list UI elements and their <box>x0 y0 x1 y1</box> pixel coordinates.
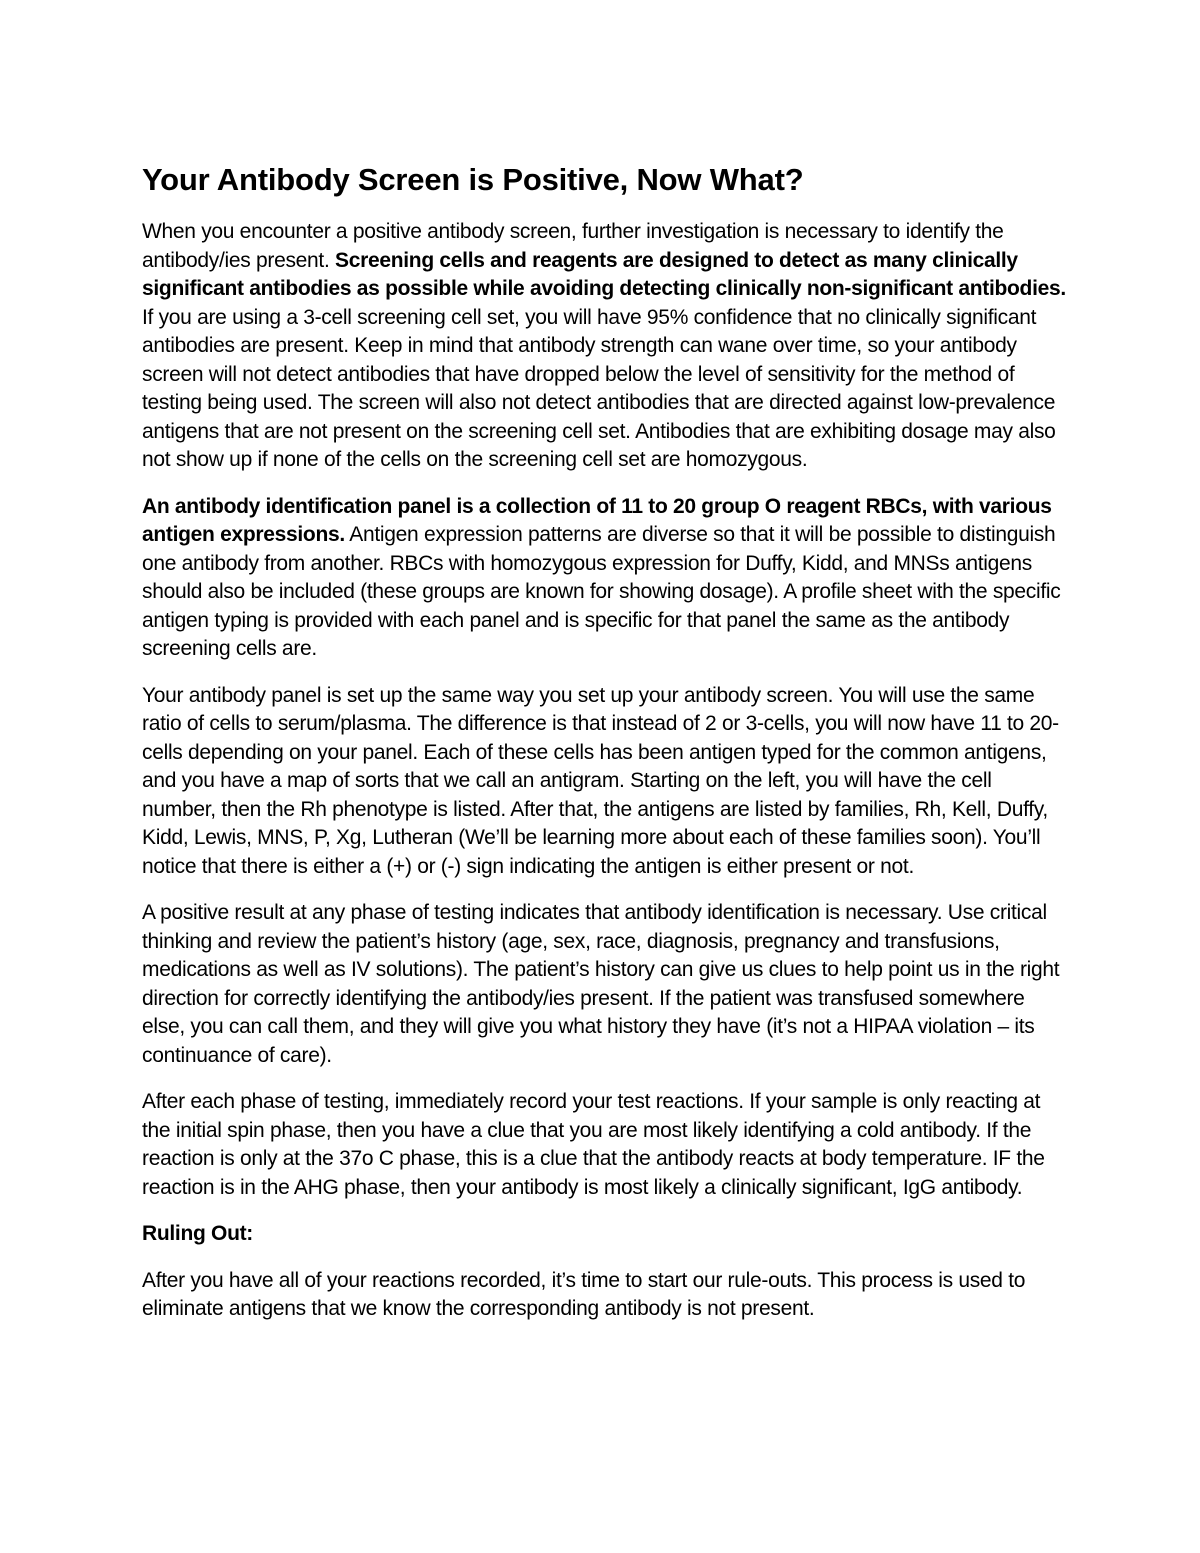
paragraph-identification-panel <box>142 493 1067 664</box>
paragraph-text: Antigen expression patterns are diverse so that it will be possible to distinguish one antibody from another. RBCs with homozygous expression for Duffy, Kidd, and MNSs antigens should also be included (these groups are known for showing dosage). A profile sheet with the specific antigen typing is provided with each panel and is specific for that panel the same as the antibody screening cells are. <box>142 523 1061 660</box>
paragraph-antibody-screen <box>142 218 1067 475</box>
paragraph-test-reactions: After each phase of testing, immediately record your test reactions. If your sample is only reacting at the initial spin phase, then you have a clue that you are most likely identifying a cold antibody. If the reaction is only at the 37o C phase, this is a clue that the antibody reacts at body temperature. IF the reaction is in the AHG phase, then your antibody is most likely a clinically significant, IgG antibody. <box>142 1090 1045 1199</box>
paragraph-text: If you are using a 3-cell screening cell set, you will have 95% confidence that no clinically significant antibodies are present. Keep in mind that antibody strength can wane over time, so your antibody screen will not detect antibodies that have dropped below the level of sensitivity for the method of testing being used. The screen will also not detect antibodies that are directed against low-prevalence antigens that are not present on the screening cell set. Antibodies that are exhibiting dosage may also not show up if none of the cells on the screening cell set are homozygous. <box>142 305 1056 471</box>
bold-text: Screening cells and reagents are designed to detect as many clinically significant antibodies as possible while avoiding detecting clinically non-significant antibodies. <box>142 248 1066 300</box>
document-page <box>142 160 1067 1342</box>
paragraph-rule-outs: After you have all of your reactions recorded, it’s time to start our rule-outs. This process is used to eliminate antigens that we know the corresponding antibody is not present. <box>142 1268 1026 1320</box>
paragraph-positive-result: A positive result at any phase of testing indicates that antibody identification is necessary. Use critical thinking and review the patient’s history (age, sex, race, diagnosis, pregnancy and transfusions, medications as well as IV solutions). The patient’s history can give us clues to help point us in the right direction for correctly identifying the antibody/ies present. If the patient was transfused somewhere else, you can call them, and they will give you what history they have (it’s not a HIPAA violation – its continuance of care). <box>142 901 1060 1067</box>
paragraph-panel-setup: Your antibody panel is set up the same way you set up your antibody screen. You will use the same ratio of cells to serum/plasma. The difference is that instead of 2 or 3-cells, you will now have 11 to 20-cells depending on your panel. Each of these cells has been antigen typed for the common antigens, and you have a map of sorts that we call an antigram. Starting on the left, you will have the cell number, then the Rh phenotype is listed. After that, the antigens are listed by families, Rh, Kell, Duffy, Kidd, Lewis, MNS, P, Xg, Lutheran (We’ll be learning more about each of these families soon). You’ll notice that there is either a (+) or (-) sign indicating the antigen is either present or not. <box>142 683 1059 878</box>
document-title: Your Antibody Screen is Positive, Now What? <box>142 162 804 197</box>
bold-text: An antibody identification panel is a collection of 11 to 20 group O reagent RBCs, with various antigen expressions. <box>142 494 1052 546</box>
paragraph-text: When you encounter a positive antibody screen, further investigation is necessary to identify the antibody/ies present. <box>142 220 1004 272</box>
section-heading-ruling-out: Ruling Out: <box>142 1222 254 1245</box>
